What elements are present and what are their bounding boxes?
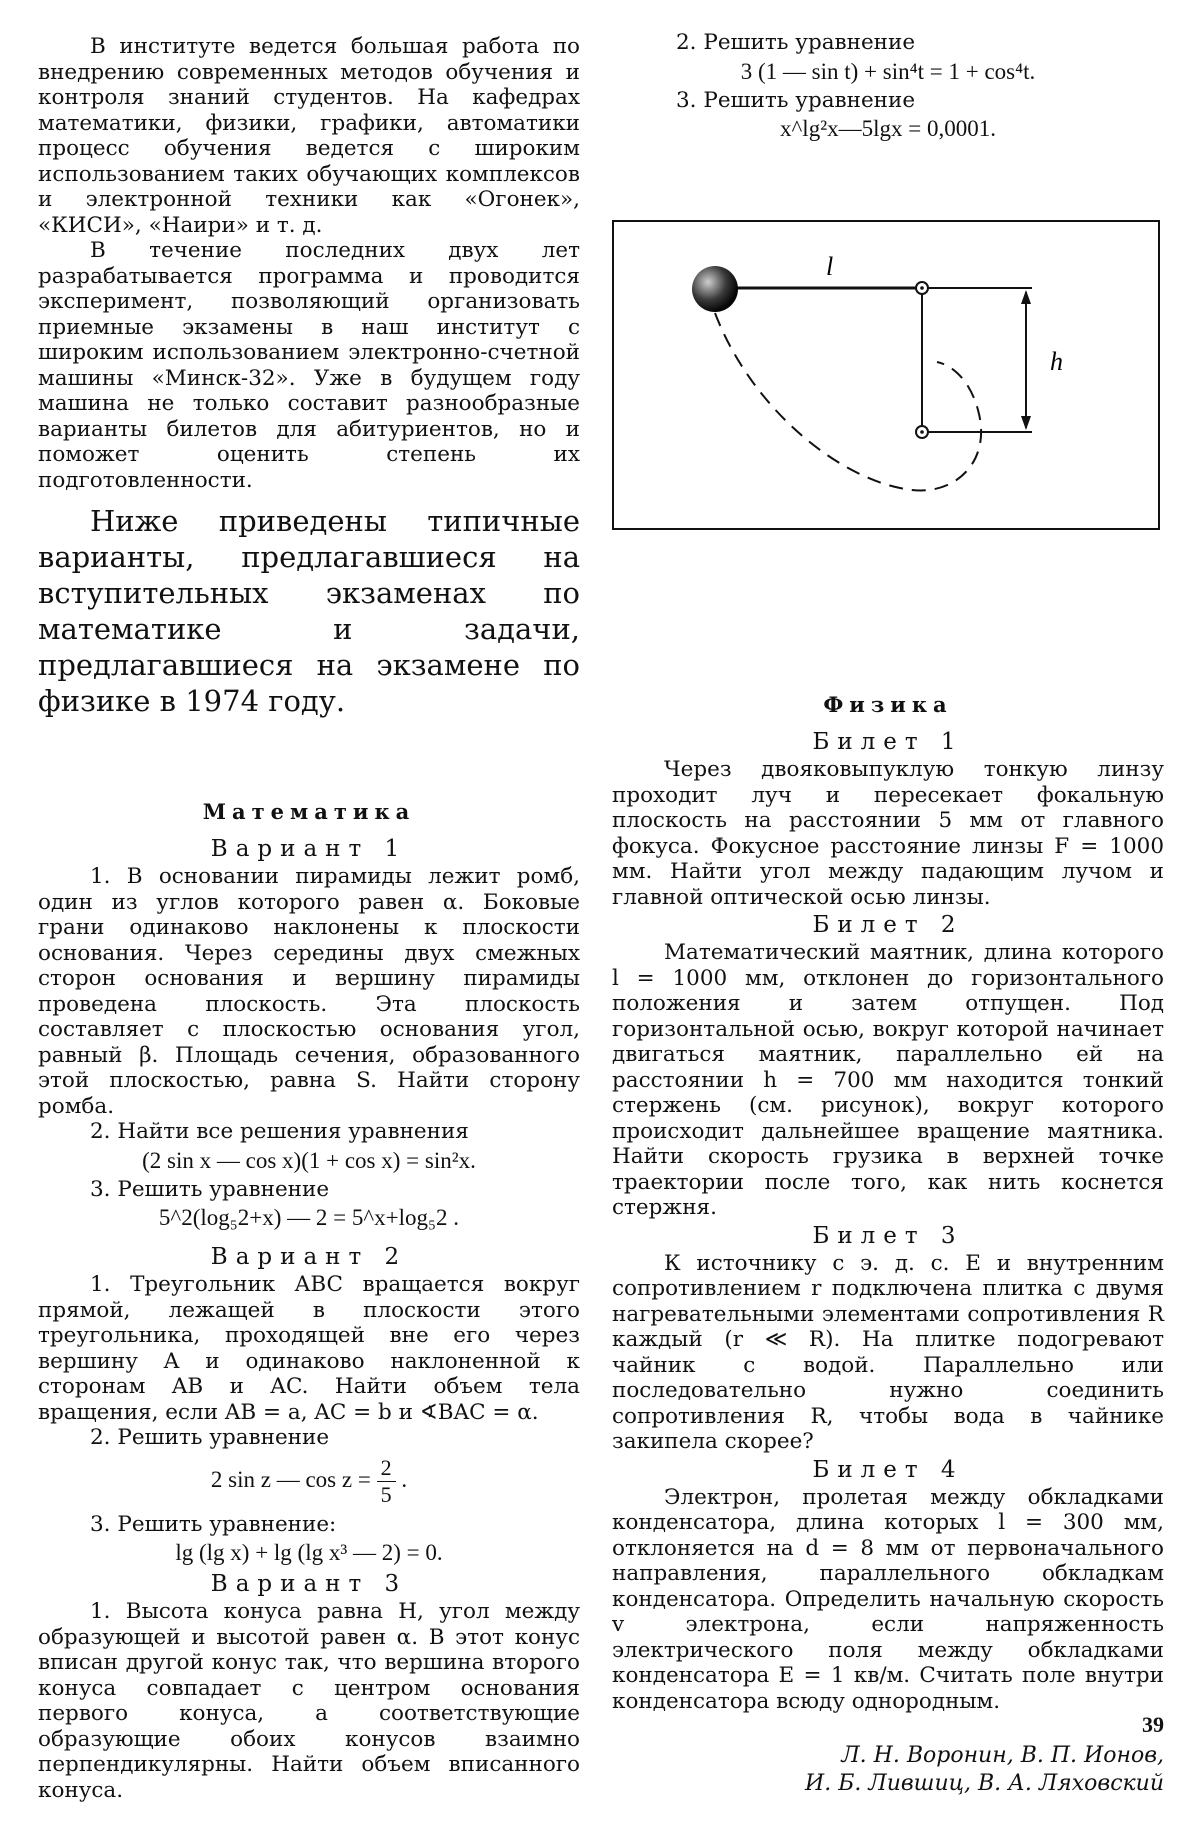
math-v2-task-3: 3. Решить уравнение: xyxy=(90,1511,337,1537)
pendulum-diagram xyxy=(612,220,1160,530)
math-variant-3-heading: Вариант 3 xyxy=(210,1571,408,1597)
pendulum-ball xyxy=(692,266,738,312)
math-v2-formula-3: lg (lg x) + lg (lg x³ — 2) = 0. xyxy=(175,1540,443,1565)
intro-paragraph-2: В течение последних двух лет разрабатывается программа и проводится эксперимент, позволяющий организовать приемные экзамены в наш институт с широким использованием электронно-счетной машины «Минск-32». Уже в будущем году машина не только составит разнообразные варианты билетов для абитуриентов, но и поможет оценить степень их подготовленности. xyxy=(38,238,580,493)
physics-ticket-2-text: Математический маятник, длина которого l = 1000 мм, отклонен до горизонтального положения и затем отпущен. Под горизонтальной осью, вокруг которой начинает двигаться маятник, параллельно ей на расстоянии h = 700 мм находится тонкий стержень (см. рисунок), вокруг которого происходит дальнейшее вращение маятника. Найти скорость грузика в верхней точке траектории после того, как нить коснется стержня. xyxy=(612,940,1164,1220)
math-v1-formula-2: (2 sin x — cos x)(1 + cos x) = sin²x. xyxy=(142,1147,476,1173)
math-section-title: Математика xyxy=(202,799,416,824)
page-number: 39 xyxy=(1142,1712,1164,1737)
physics-ticket-3-heading: Билет 3 xyxy=(812,1222,964,1249)
physics-ticket-1-heading: Билет 1 xyxy=(812,729,964,755)
intro-lead: Ниже приведены типичные варианты, предлагавшиеся на вступительных экзаменах по математике и задачи, предлагавшиеся на экзамене по физике в 1974 году. xyxy=(38,504,580,718)
math-v3-task-3: 3. Решить уравнение xyxy=(676,87,916,113)
math-v2-task-1: 1. Треугольник ABC вращается вокруг прямой, лежащей в плоскости этого треугольника, проходящей вне его через вершину A и одинаково наклоненной к сторонам AB и AC. Найти объем тела вращения, если AB = a, AC = b и ∢BAC = α. xyxy=(38,1272,580,1425)
math-v1-task-3: 3. Решить уравнение xyxy=(90,1176,330,1202)
physics-column xyxy=(612,692,1164,1798)
math-v3-task-1: 1. Высота конуса равна H, угол между образующей и высотой равен α. В этот конус вписан другой конус так, что вершина второго конуса совпадает с центром основания первого конуса, а соответствующие образующие обоих конусов взаимно перпендикулярны. Найти объем вписанного конуса. xyxy=(38,1599,580,1803)
physics-section-title: Физика xyxy=(823,692,953,717)
math-v2-fraction xyxy=(377,1455,396,1508)
math-v1-formula-3: 5^2(log₅2+x) — 2 = 5^x+log₅2 . xyxy=(158,1205,460,1230)
math-v1-task-2: 2. Найти все решения уравнения xyxy=(90,1119,469,1144)
math-v3-task-2: 2. Решить уравнение xyxy=(676,30,916,55)
math-v2-fraction-denominator: 5 xyxy=(380,1481,392,1507)
intro-paragraph-1: В институте ведется большая работа по внедрению современных методов обучения и контроля знаний студентов. На кафедрах математики, физики, графики, автоматики процесс обучения ведется с широким использованием таких обучающих комплексов и электронной техники как «Огонек», «КИСИ», «Наири» и т. д. xyxy=(38,34,580,238)
left-column xyxy=(38,0,580,1803)
authors-line-1: Л. Н. Воронин, В. П. Ионов, xyxy=(841,1743,1164,1768)
h-arrow-bottom xyxy=(1021,416,1031,430)
math-v1-task-1: 1. В основании пирамиды лежит ромб, один из углов которого равен α. Боковые грани одинаково наклонены к плоскости основания. Через середины двух смежных сторон основания и вершину пирамиды проведена плоскость. Эта плоскость составляет с плоскостью основания угол, равный β. Площадь сечения, образованного этой плоскостью, равна S. Найти сторону ромба. xyxy=(38,864,580,1119)
math-v2-formula-2: 2 sin z — cos z = $\frac{2}{5}$ . xyxy=(210,1454,408,1507)
right-column-top xyxy=(612,0,1164,145)
math-v2-fraction-numerator: 2 xyxy=(377,1455,396,1482)
pendulum-figure xyxy=(612,220,1160,530)
label-l: l xyxy=(826,252,834,281)
physics-ticket-1-text: Через двояковыпуклую тонкую линзу проходит луч и пересекает фокальную плоскость на расстоянии 5 мм от главного фокуса. Фокусное расстояние линзы F = 1000 мм. Найти угол между падающим лучом и главной оптической осью линзы. xyxy=(612,757,1164,910)
physics-ticket-3-text: К источнику с э. д. с. E и внутренним сопротивлением r подключена плитка с двумя нагревательными элементами сопротивления R каждый (r ≪ R). На плитке подогревают чайник с водой. Параллельно или последовательно нужно соединить сопротивления R, чтобы вода в чайнике закипела скорее? xyxy=(612,1250,1164,1454)
math-variant-1-heading: Вариант 1 xyxy=(210,836,408,862)
math-v2-task-2: 2. Решить уравнение xyxy=(90,1425,330,1450)
physics-ticket-2-heading: Билет 2 xyxy=(812,912,964,938)
label-h: h xyxy=(1050,347,1063,376)
pendulum-trajectory xyxy=(715,313,981,490)
h-arrow-top xyxy=(1021,290,1031,304)
math-v3-formula-3: x^lg²x—5lgx = 0,0001. xyxy=(780,116,996,141)
math-v2-formula-2-left: 2 sin z — cos z = xyxy=(210,1466,371,1492)
physics-ticket-4-text: Электрон, пролетая между обкладками конденсатора, длина которых l = 300 мм, отклоняется на d = 8 мм от первоначального направления, параллельного обкладкам конденсатора. Определить начальную скорость v электрона, если напряженность электрического поля между обкладками конденсатора E = 1 кв/м. Считать поле внутри конденсатора всюду однородным. xyxy=(612,1484,1164,1714)
authors-line-2: И. Б. Лившиц, В. А. Ляховский xyxy=(805,1771,1164,1796)
figure-frame xyxy=(613,221,1159,529)
physics-ticket-4-heading: Билет 4 xyxy=(812,1456,964,1483)
math-v3-formula-2: 3 (1 — sin t) + sin⁴t = 1 + cos⁴t. xyxy=(740,58,1036,84)
math-variant-2-heading: Вариант 2 xyxy=(210,1244,408,1270)
